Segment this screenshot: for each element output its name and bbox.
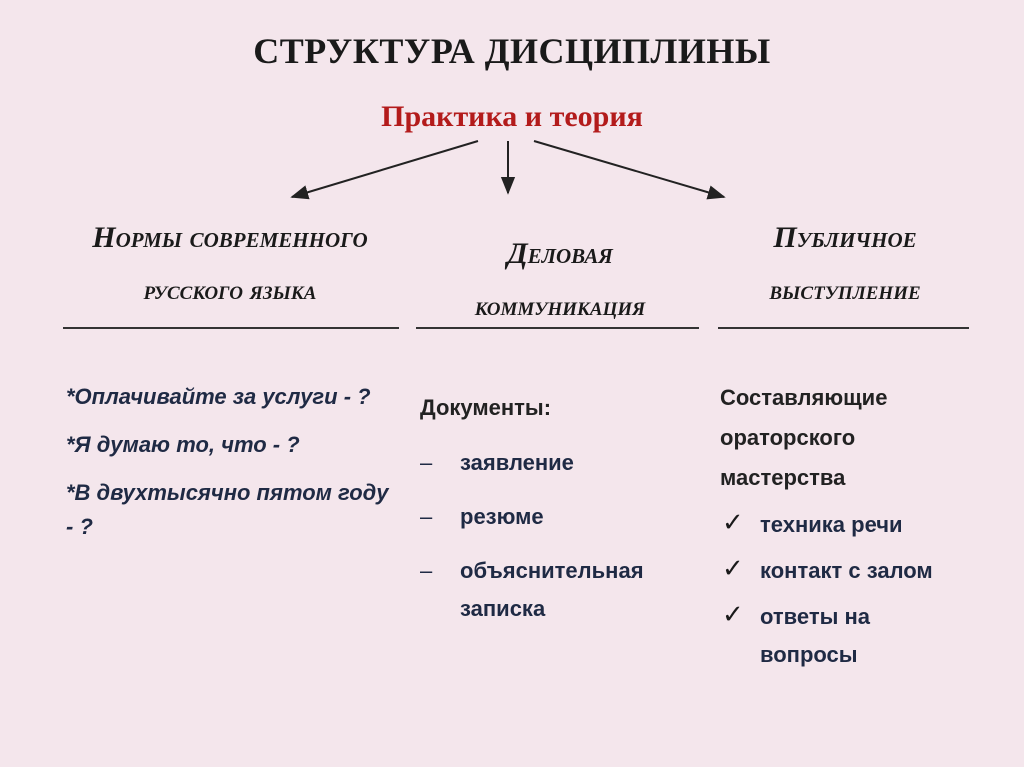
- column-divider: [63, 327, 399, 329]
- checkmark-icon: ✓: [722, 600, 744, 630]
- list-item-text: заявление: [460, 450, 574, 475]
- column-heading-public-speaking: [715, 212, 975, 316]
- list-item-text: ответы на вопросы: [760, 604, 871, 667]
- column-divider: [416, 327, 699, 329]
- documents-lead: Документы:: [420, 395, 552, 420]
- dash-bullet: –: [420, 504, 433, 529]
- list-item: [720, 506, 960, 544]
- heading-line: русского языка: [143, 275, 317, 305]
- example-item: *Я думаю то, что - ?: [66, 432, 300, 457]
- heading-line: коммуникация: [474, 291, 646, 321]
- dash-bullet: –: [420, 450, 433, 475]
- checkmark-icon: ✓: [722, 554, 744, 584]
- list-item-text: контакт с залом: [760, 558, 933, 583]
- list-item: [720, 598, 960, 674]
- list-item: [420, 444, 705, 482]
- list-item: [420, 552, 705, 628]
- oratory-components-list: [720, 378, 960, 674]
- documents-list: [420, 388, 705, 628]
- heading-line: Публичное: [773, 221, 917, 254]
- slide-subtitle: Практика и теория: [381, 100, 643, 133]
- slide-title: СТРУКТУРА ДИСЦИПЛИНЫ: [253, 31, 771, 71]
- arrow-left: [292, 141, 478, 197]
- column-divider: [718, 327, 969, 329]
- language-norms-examples: [66, 380, 401, 558]
- example-item: *Оплачивайте за услуги - ?: [66, 384, 371, 409]
- list-item-text: объяснительная записка: [460, 558, 644, 621]
- list-item-text: техника речи: [760, 512, 903, 537]
- list-item: [720, 552, 960, 590]
- list-item: [420, 498, 705, 536]
- arrow-right: [534, 141, 724, 197]
- heading-line: выступление: [769, 275, 921, 305]
- column-heading-business-communication: [415, 228, 705, 332]
- heading-line: Деловая: [507, 237, 613, 270]
- oratory-lead: Составляющие ораторского мастерства: [720, 385, 888, 490]
- heading-line: Нормы современного: [92, 221, 368, 254]
- dash-bullet: –: [420, 558, 433, 583]
- list-item-text: резюме: [460, 504, 544, 529]
- checkmark-icon: ✓: [722, 508, 744, 538]
- example-item: *В двухтысячно пятом году - ?: [66, 480, 389, 539]
- column-heading-language-norms: [45, 212, 415, 316]
